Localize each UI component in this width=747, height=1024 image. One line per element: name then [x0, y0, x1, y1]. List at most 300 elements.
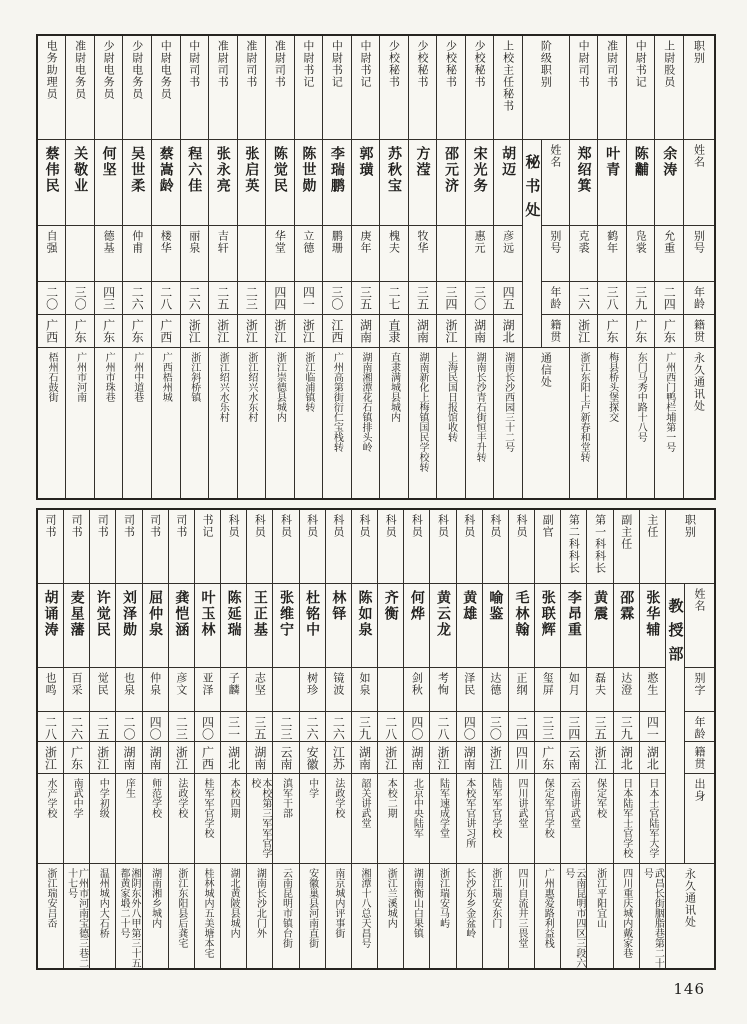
member-native-cell [466, 315, 494, 348]
member-age-cell [247, 712, 272, 742]
member-address-cell [561, 864, 586, 968]
member-name: 陈世勋 [300, 146, 317, 194]
member-name: 邵霖 [618, 590, 635, 622]
member-rank: 上校主任秘书 [501, 40, 515, 112]
member-name: 许觉民 [94, 590, 111, 638]
member-age: 二五 [215, 286, 230, 310]
member-alias: 华堂 [273, 230, 287, 254]
member-age: 二六 [305, 716, 320, 740]
member-name-cell [352, 140, 380, 226]
member-address: 浙江东阳上卢新春和堂转 [578, 352, 590, 462]
header-rank-label [523, 36, 569, 140]
member-rank-cell [123, 36, 151, 140]
member-origin-cell [640, 774, 665, 864]
section-title-text: 秘书处 [523, 154, 542, 226]
member-age-cell [326, 712, 351, 742]
member-alias: 志坚 [253, 672, 267, 696]
member-rank-cell [38, 36, 66, 140]
member-address-cell [640, 864, 665, 968]
member-rank: 准尉司书 [273, 40, 287, 88]
member-column [403, 510, 429, 968]
member-native-cell [535, 742, 560, 774]
member-rank: 中尉司书 [577, 40, 591, 88]
member-rank-cell [90, 510, 115, 584]
member-rank: 司书 [148, 514, 162, 538]
member-address: 湘阴东外八甲第三十五都黄家塅二十号 [117, 868, 140, 968]
member-address: 安徽巢县河南直街 [306, 868, 318, 948]
member-address: 浙江瑞安吕岙 [44, 868, 56, 928]
member-rank: 科员 [515, 514, 529, 538]
member-origin: 本校二期 [385, 778, 397, 818]
member-origin: 日本陆军士官学校 [620, 778, 632, 858]
member-origin: 日本士官陆军大学 [646, 778, 658, 858]
member-alias: 牧华 [416, 230, 430, 254]
member-address-cell [380, 348, 408, 498]
member-age: 三五 [252, 716, 267, 740]
member-age-cell [627, 282, 655, 315]
member-rank: 少校秘书 [416, 40, 430, 88]
member-native-cell [181, 315, 209, 348]
member-native: 广东 [633, 319, 648, 343]
member-address: 温州城内大石桥 [97, 868, 109, 938]
member-address-cell [169, 864, 194, 968]
member-rank-cell [561, 510, 586, 584]
member-native-cell [352, 742, 377, 774]
label-address [684, 348, 714, 498]
member-alias-cell [483, 668, 508, 712]
label-alias [684, 226, 714, 282]
member-origin: 保定军校 [594, 778, 606, 818]
member-rank: 少尉电务员 [102, 40, 116, 100]
label-alias-text: 别号 [692, 230, 706, 254]
member-age: 三四 [566, 716, 581, 740]
member-alias-cell [614, 668, 639, 712]
member-rank-cell [509, 510, 534, 584]
member-name: 郭璜 [357, 146, 374, 178]
member-name-cell [66, 140, 94, 226]
member-age: 四〇 [148, 716, 163, 740]
member-origin: 南武中学 [71, 778, 83, 818]
member-address-cell [238, 348, 266, 498]
member-alias-cell [273, 668, 298, 712]
member-alias-cell [66, 226, 94, 282]
member-rank-cell [352, 510, 377, 584]
member-native-cell [352, 315, 380, 348]
member-address-cell [587, 864, 612, 968]
member-address-cell [90, 864, 115, 968]
member-address: 湖南长沙北门外 [254, 868, 266, 938]
member-address: 浙江绍兴水东村 [245, 352, 257, 422]
member-address: 梧州石鼓街 [46, 352, 58, 402]
member-name-cell [466, 140, 494, 226]
member-address-cell [378, 864, 403, 968]
member-name: 张联辉 [539, 590, 556, 638]
member-native-cell [152, 315, 180, 348]
member-native: 湖南 [358, 319, 373, 343]
member-alias-cell [494, 226, 522, 282]
member-address-cell [273, 864, 298, 968]
label-rank [684, 36, 714, 140]
member-name: 陈如泉 [356, 590, 373, 638]
label-age-text: 年龄 [692, 286, 706, 310]
member-rank: 司书 [70, 514, 84, 538]
member-age: 二三 [174, 716, 189, 740]
member-alias-cell [195, 668, 220, 712]
member-column [493, 36, 522, 498]
member-name: 黄云龙 [435, 590, 452, 638]
member-age: 二三 [279, 716, 293, 740]
member-name-cell [247, 584, 272, 668]
member-address: 云南昆明市四区三段六号 [562, 868, 585, 968]
member-column [63, 510, 89, 968]
member-origin: 本校四期 [228, 778, 240, 818]
member-native: 广西 [200, 746, 215, 770]
label-name-text: 姓名 [693, 588, 706, 612]
member-alias-cell [535, 668, 560, 712]
member-address: 湖南湘乡城内 [149, 868, 161, 928]
member-age: 二八 [436, 716, 451, 740]
member-address-cell [352, 348, 380, 498]
member-alias: 凫裳 [634, 230, 648, 254]
member-alias-cell [561, 668, 586, 712]
member-address-cell [181, 348, 209, 498]
member-age-cell [494, 282, 522, 315]
member-rank: 书记 [200, 514, 214, 538]
member-native-cell [221, 742, 246, 774]
member-address-cell [247, 864, 272, 968]
member-origin-cell [457, 774, 482, 864]
member-name: 杜铭中 [304, 590, 321, 638]
label-age [685, 712, 714, 742]
member-column [560, 510, 586, 968]
member-address-cell [352, 864, 377, 968]
member-origin-cell [300, 774, 325, 864]
member-origin: 师范学校 [149, 778, 161, 818]
member-rank-cell [655, 36, 683, 140]
member-native-cell [587, 742, 612, 774]
member-name: 何烨 [408, 590, 425, 622]
member-rank: 科员 [462, 514, 476, 538]
member-address-cell [38, 864, 63, 968]
member-alias-cell [221, 668, 246, 712]
member-age-cell [116, 712, 141, 742]
member-name-cell [238, 140, 266, 226]
label-native-text: 籍贯 [693, 746, 706, 770]
member-name: 方滢 [414, 146, 431, 178]
member-address: 四川重庆城内戴家巷 [620, 868, 632, 958]
member-name-cell [409, 140, 437, 226]
member-alias: 如泉 [358, 672, 372, 696]
member-alias-cell [404, 668, 429, 712]
member-rank-cell [494, 36, 522, 140]
member-address: 四川自流井三畏堂 [516, 868, 528, 948]
member-age: 三〇 [73, 286, 88, 310]
member-origin: 法政学校 [332, 778, 344, 818]
member-rank: 少尉电务员 [130, 40, 144, 100]
member-age-cell [123, 282, 151, 315]
member-address-cell [614, 864, 639, 968]
member-native-cell [143, 742, 168, 774]
member-name: 叶玉林 [199, 590, 216, 638]
member-alias: 仲泉 [148, 672, 162, 696]
member-name-cell [640, 584, 665, 668]
member-rank: 科员 [358, 514, 372, 538]
member-column [586, 510, 612, 968]
member-age-cell [300, 712, 325, 742]
member-rank: 科员 [410, 514, 424, 538]
member-name-cell [181, 140, 209, 226]
member-address: 广州市河南 [74, 352, 86, 402]
member-address: 浙江瑞安马屿 [437, 868, 449, 928]
member-native-cell [123, 315, 151, 348]
member-name: 宋光务 [471, 146, 488, 194]
member-alias-cell [430, 668, 455, 712]
member-name-cell [169, 584, 194, 668]
row-label-column [665, 510, 714, 968]
member-rank-cell [380, 36, 408, 140]
member-age: 二六 [187, 286, 202, 310]
member-alias: 达德 [488, 672, 502, 696]
member-name: 邵元济 [443, 146, 460, 194]
member-native: 云南 [566, 746, 581, 770]
member-name-cell [457, 584, 482, 668]
member-age-cell [195, 712, 220, 742]
member-native-cell [323, 315, 351, 348]
member-age-cell [483, 712, 508, 742]
member-address: 湖南新化上梅镇国民学校转 [417, 352, 429, 472]
member-native: 广东 [73, 319, 88, 343]
member-name-cell [123, 140, 151, 226]
member-origin-cell [430, 774, 455, 864]
member-rank-cell [535, 510, 560, 584]
member-alias-cell [90, 668, 115, 712]
member-rank: 主任 [645, 514, 659, 538]
member-alias: 楼华 [159, 230, 173, 254]
member-rank: 准尉司书 [244, 40, 258, 88]
member-native-cell [378, 742, 403, 774]
member-age: 三五 [358, 286, 373, 310]
member-native-cell [247, 742, 272, 774]
label-address-text: 永久通讯处 [692, 352, 706, 412]
member-name: 张华辅 [644, 590, 661, 638]
member-age: 三八 [605, 286, 620, 310]
member-age: 四〇 [462, 716, 477, 740]
member-age: 三一 [226, 716, 241, 740]
member-rank: 科员 [253, 514, 267, 538]
member-rank: 中尉书记 [330, 40, 344, 88]
member-rank-cell [116, 510, 141, 584]
member-name: 郑绍箕 [575, 146, 592, 194]
member-address: 浙江临浦镇转 [302, 352, 314, 412]
member-native: 浙江 [488, 746, 503, 770]
member-address: 浙江兰溪城内 [385, 868, 397, 928]
member-rank-cell [614, 510, 639, 584]
member-age-cell [143, 712, 168, 742]
member-name: 李瑞鹏 [328, 146, 345, 194]
member-name-cell [326, 584, 351, 668]
member-address: 广州高第街衍仁宝栈转 [331, 352, 343, 452]
member-native: 湖北 [645, 746, 660, 770]
member-origin-cell [169, 774, 194, 864]
member-native: 安徽 [305, 746, 320, 770]
member-alias: 剑秋 [410, 672, 424, 696]
member-native-cell [640, 742, 665, 774]
member-origin-cell [247, 774, 272, 864]
member-native: 浙江 [383, 746, 398, 770]
member-alias: 亚泽 [200, 672, 214, 696]
header-name-label-text: 姓名 [548, 144, 562, 168]
label-rank-text: 职别 [692, 40, 706, 64]
member-alias: 也泉 [122, 672, 136, 696]
member-rank: 上尉股员 [662, 40, 676, 88]
member-name: 刘泽勋 [120, 590, 137, 638]
member-age: 四一 [301, 286, 316, 310]
member-address-cell [457, 864, 482, 968]
member-age: 三〇 [472, 286, 487, 310]
member-age-cell [95, 282, 123, 315]
member-age-cell [466, 282, 494, 315]
member-native-cell [38, 742, 63, 774]
member-native-cell [561, 742, 586, 774]
member-age: 二四 [514, 716, 529, 740]
member-alias-cell [457, 668, 482, 712]
member-alias-cell [181, 226, 209, 282]
member-age: 三〇 [488, 716, 503, 740]
label-age-text: 年龄 [693, 716, 706, 740]
member-rank-cell [66, 36, 94, 140]
member-name: 张启英 [243, 146, 260, 194]
member-name-cell [404, 584, 429, 668]
member-native: 浙江 [43, 746, 58, 770]
member-name-cell [221, 584, 246, 668]
member-alias-cell [209, 226, 237, 282]
member-native: 湖南 [462, 746, 477, 770]
member-address-cell [430, 864, 455, 968]
member-native-cell [380, 315, 408, 348]
member-name: 胡迈 [500, 146, 517, 178]
member-column [208, 36, 237, 498]
member-name: 何坚 [100, 146, 117, 178]
member-rank: 科员 [279, 514, 293, 538]
member-rank-cell [209, 36, 237, 140]
header-rank-label-text: 阶级职别 [539, 40, 553, 88]
member-origin-cell [273, 774, 298, 864]
member-name: 张维宁 [278, 590, 294, 638]
member-native-cell [95, 315, 123, 348]
member-column [272, 510, 298, 968]
member-column [597, 36, 626, 498]
member-origin: 中学初级 [97, 778, 109, 818]
header-address-label [523, 348, 569, 498]
member-name-cell [90, 584, 115, 668]
member-alias: 仲甫 [130, 230, 144, 254]
member-native: 湖南 [415, 319, 430, 343]
member-alias: 考恂 [436, 672, 450, 696]
member-rank-cell [181, 36, 209, 140]
member-column [142, 510, 168, 968]
member-native: 广东 [130, 319, 145, 343]
member-column [38, 36, 66, 498]
member-name-cell [116, 584, 141, 668]
member-address-cell [409, 348, 437, 498]
row-label-column [683, 36, 714, 498]
member-rank: 科员 [227, 514, 241, 538]
member-origin-cell [143, 774, 168, 864]
member-name: 叶青 [604, 146, 621, 178]
member-alias: 百采 [70, 672, 84, 696]
member-native: 浙江 [244, 319, 259, 343]
member-name: 龚恺涵 [173, 590, 190, 638]
member-native: 江西 [329, 319, 344, 343]
member-alias: 子麟 [227, 672, 241, 696]
member-address: 广州惠爱路利益栈 [542, 868, 554, 948]
member-address-cell [152, 348, 180, 498]
label-address [666, 864, 714, 968]
member-native-cell [326, 742, 351, 774]
member-name: 齐衡 [382, 590, 399, 622]
member-address: 南京城内评事街 [332, 868, 344, 938]
member-rank-cell [300, 510, 325, 584]
member-age: 三五 [415, 286, 430, 310]
member-name-cell [380, 140, 408, 226]
member-alias-cell [509, 668, 534, 712]
member-rank-cell [587, 510, 612, 584]
member-address: 湖南衡山白果镇 [411, 868, 423, 938]
member-native-cell [64, 742, 89, 774]
member-address: 梅县桥头堡探交 [606, 352, 618, 422]
member-name: 王正基 [251, 590, 268, 638]
member-rank: 科员 [488, 514, 502, 538]
member-name-cell [152, 140, 180, 226]
member-address-cell [266, 348, 294, 498]
member-alias-cell [437, 226, 465, 282]
label-alias [685, 668, 714, 712]
member-origin: 庠生 [123, 778, 135, 798]
member-rank: 准尉司书 [216, 40, 230, 88]
member-age: 二八 [158, 286, 173, 310]
member-age-cell [598, 282, 626, 315]
header-middle [523, 140, 569, 348]
label-native-text: 籍贯 [692, 319, 706, 343]
member-age-cell [152, 282, 180, 315]
member-name: 余涛 [661, 146, 678, 178]
member-rank-cell [95, 36, 123, 140]
member-native: 浙江 [436, 746, 451, 770]
member-rank-cell [627, 36, 655, 140]
member-origin-cell [352, 774, 377, 864]
member-alias: 觉民 [96, 672, 110, 696]
member-native: 广东 [605, 319, 620, 343]
member-alias: 鹏珊 [330, 230, 344, 254]
member-age-cell [181, 282, 209, 315]
member-age-cell [209, 282, 237, 315]
member-native: 湖北 [619, 746, 634, 770]
member-rank-cell [273, 510, 298, 584]
member-name-cell [430, 584, 455, 668]
member-rank: 少校秘书 [473, 40, 487, 88]
member-name: 李昂重 [565, 590, 582, 638]
member-native-cell [655, 315, 683, 348]
member-alias-cell [295, 226, 323, 282]
member-name-cell [300, 584, 325, 668]
member-column [569, 36, 598, 498]
member-age-cell [169, 712, 194, 742]
member-address: 直隶满城县城内 [388, 352, 400, 422]
member-origin: 陆军军官学校 [489, 778, 501, 838]
member-age: 二七 [386, 286, 401, 310]
member-native: 广东 [662, 319, 677, 343]
member-name-cell [38, 140, 66, 226]
